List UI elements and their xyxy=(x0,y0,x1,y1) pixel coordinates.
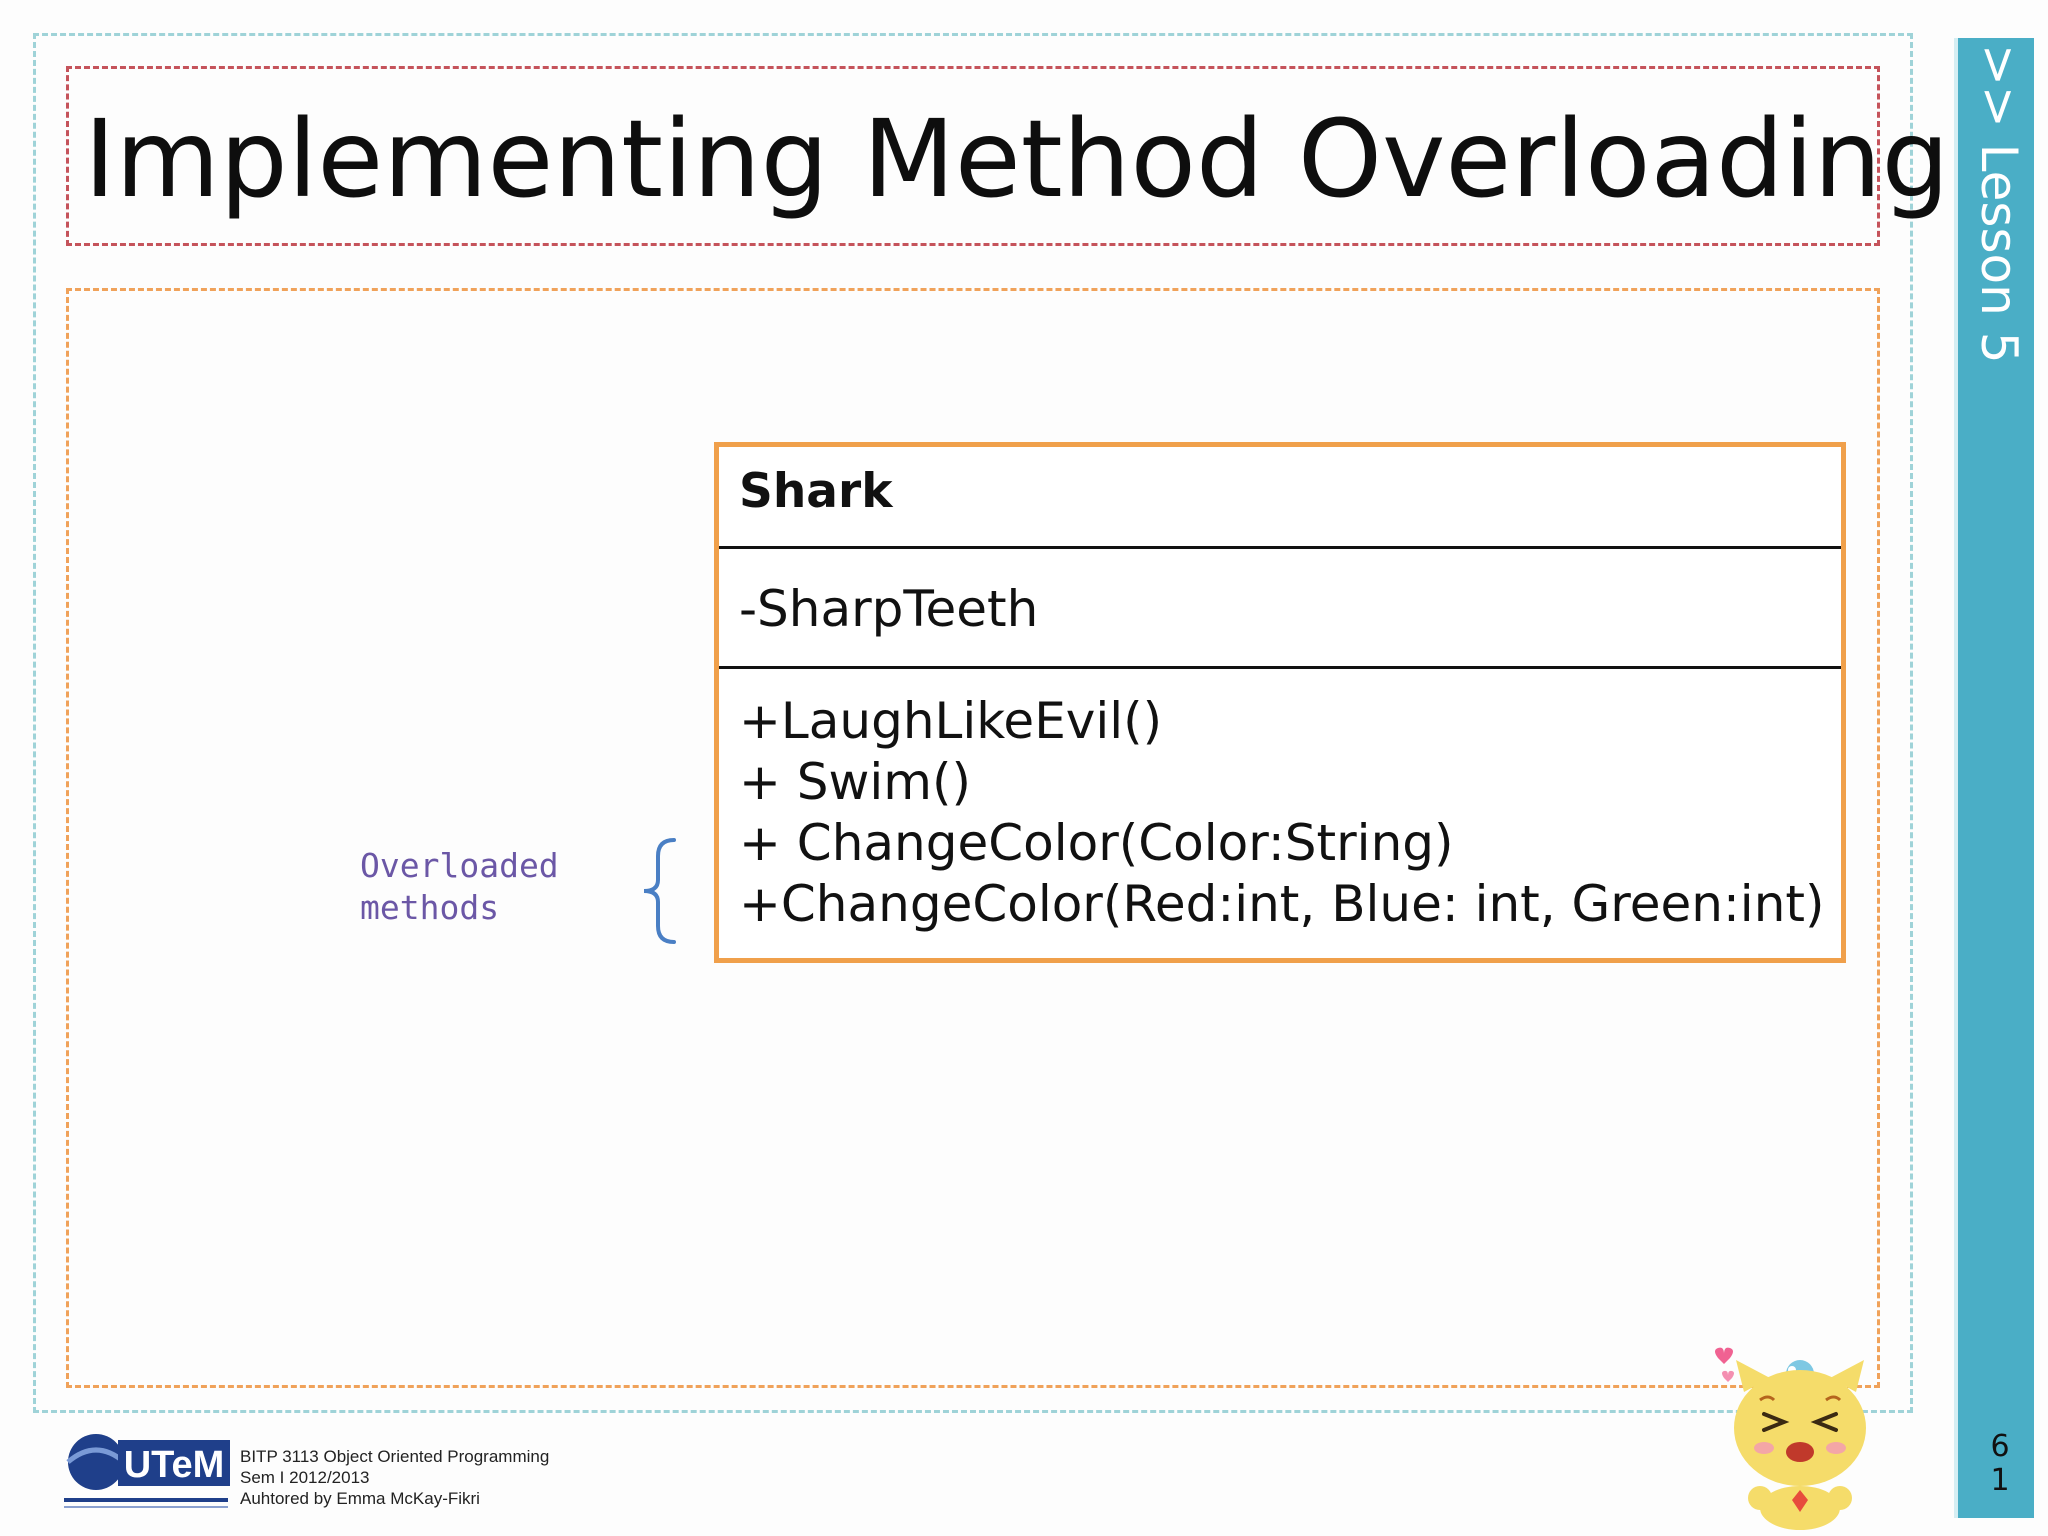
page-number-digit: 6 xyxy=(1990,1429,2010,1464)
tiger-mascot-icon xyxy=(1700,1330,1900,1530)
lesson-label-text: >> Lesson 5 xyxy=(1970,44,2028,364)
uml-operation: + ChangeColor(Color:String) xyxy=(739,814,1454,872)
svg-text:UTeM: UTeM xyxy=(123,1444,225,1486)
footer-line: Sem I 2012/2013 xyxy=(240,1468,370,1487)
uml-attribute-compartment xyxy=(719,549,1841,669)
footer-course-info xyxy=(240,1446,640,1509)
uml-operation: + Swim() xyxy=(739,753,972,811)
footer-line: BITP 3113 Object Oriented Programming xyxy=(240,1447,550,1466)
annotation-line: Overloaded xyxy=(360,846,559,885)
utem-logo-icon xyxy=(54,1428,234,1518)
lesson-label xyxy=(1958,38,2034,398)
uml-class-name: Shark xyxy=(739,464,893,519)
uml-attribute: -SharpTeeth xyxy=(739,580,1039,638)
curly-brace-icon xyxy=(638,836,684,946)
annotation-line: methods xyxy=(360,888,500,927)
uml-operation: +ChangeColor(Red:int, Blue: int, Green:int) xyxy=(739,875,1825,933)
footer-line: Auhtored by Emma McKay-Fikri xyxy=(240,1489,480,1508)
uml-operation-compartment xyxy=(719,669,1841,959)
page-number xyxy=(1980,1430,2020,1498)
slide-title: Implementing Method Overloading xyxy=(84,98,1950,222)
uml-operation: +LaughLikeEvil() xyxy=(739,692,1163,750)
uml-class-box xyxy=(714,442,1846,963)
page-number-digit: 1 xyxy=(1990,1463,2010,1498)
overloaded-methods-annotation xyxy=(360,845,600,929)
uml-name-compartment xyxy=(719,447,1841,549)
